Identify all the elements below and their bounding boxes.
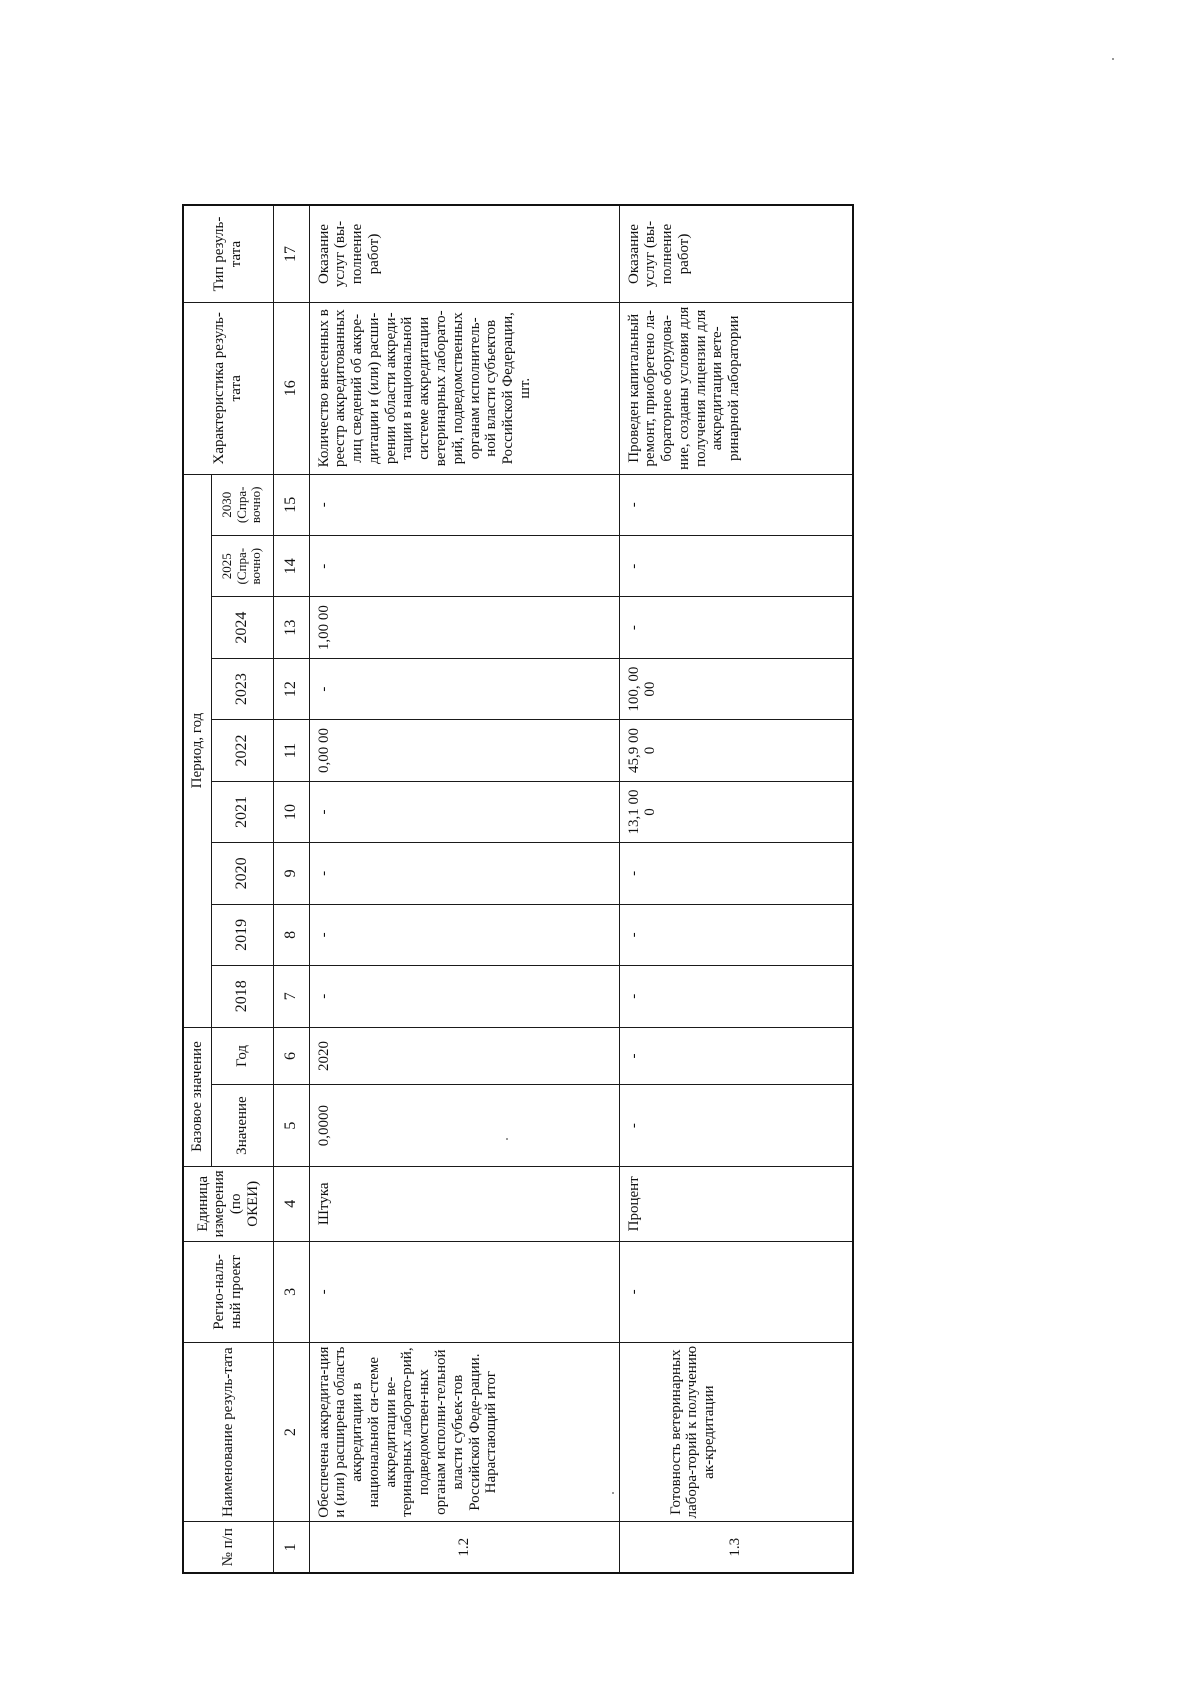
header-year: 2022 — [211, 720, 273, 781]
period-value: - — [309, 843, 619, 904]
column-number: 7 — [273, 966, 309, 1027]
column-number: 10 — [273, 781, 309, 842]
base-value: 0,0000 — [309, 1085, 619, 1166]
period-value: - — [309, 904, 619, 965]
scan-speck — [612, 1492, 614, 1494]
column-number: 1 — [273, 1522, 309, 1573]
header-period-group: Период, год — [183, 474, 211, 1027]
base-value: - — [619, 1085, 853, 1166]
result-name: Обеспечена аккредита-ция и (или) расширена область аккредитации в национальной си-стеме аккредитации ве-теринарных лаборато-рий, подведомствен-ных органам исполни-тельной власти субъек-тов Российской Феде-рации. Нарастающий итог — [309, 1342, 619, 1522]
header-year: 2023 — [211, 658, 273, 719]
header-base-year: Год — [211, 1027, 273, 1085]
header-year: 2018 — [211, 966, 273, 1027]
period-value: - — [619, 474, 853, 535]
column-number: 5 — [273, 1085, 309, 1166]
period-value: - — [309, 966, 619, 1027]
table-row — [619, 205, 853, 1573]
period-value: - — [309, 474, 619, 535]
header-year: 2025 (Спра-вочно) — [211, 536, 273, 597]
header-year: 2019 — [211, 904, 273, 965]
table-row — [309, 205, 619, 1573]
scan-speck — [1112, 58, 1114, 60]
regional-project: - — [309, 1241, 619, 1342]
column-number: 3 — [273, 1241, 309, 1342]
results-table-rotated — [182, 204, 852, 1574]
column-number: 6 — [273, 1027, 309, 1085]
header-year: 2024 — [211, 597, 273, 658]
column-number: 12 — [273, 658, 309, 719]
base-year: - — [619, 1027, 853, 1085]
result-name: Готовность ветеринарных лабора-торий к получению ак-кредитации — [619, 1342, 853, 1522]
period-value: - — [619, 536, 853, 597]
column-number: 2 — [273, 1342, 309, 1522]
header-num: № п/п — [183, 1522, 273, 1573]
period-value: 13,1 00 0 — [619, 781, 853, 842]
period-value: - — [309, 536, 619, 597]
period-value: - — [619, 966, 853, 1027]
regional-project: - — [619, 1241, 853, 1342]
column-number: 16 — [273, 303, 309, 475]
period-value: 45,9 00 0 — [619, 720, 853, 781]
result-type: Оказание услуг (вы-полнение работ) — [619, 205, 853, 303]
base-year: 2020 — [309, 1027, 619, 1085]
column-number: 11 — [273, 720, 309, 781]
result-characteristic: Количество внесенных в реестр аккредитованных лиц сведений об аккре-дитации и (или) расши-рении области аккреди-тации в национальной системе аккредитации ветеринарных лаборато-рий, подведомственных органам исполнитель-ной власти субъектов Российской Федерации, шт. — [309, 303, 619, 475]
result-characteristic: Проведен капитальный ремонт, приобретено ла-бораторное оборудова-ние, созданы условия для получения лицензии для аккредитации вете-ринарной лаборатории — [619, 303, 853, 475]
header-unit: Единица измерения (по ОКЕИ) — [183, 1166, 273, 1241]
period-value: - — [619, 904, 853, 965]
header-year: 2021 — [211, 781, 273, 842]
header-base-value-group: Базовое значение — [183, 1027, 211, 1166]
header-year: 2030 (Спра-вочно) — [211, 474, 273, 535]
row-number: 1.3 — [619, 1522, 853, 1573]
column-number: 13 — [273, 597, 309, 658]
unit: Штука — [309, 1166, 619, 1241]
header-name: Наименование резуль-тата — [183, 1342, 273, 1522]
results-table — [182, 204, 854, 1574]
column-number: 15 — [273, 474, 309, 535]
column-number: 8 — [273, 904, 309, 965]
row-number: 1.2 — [309, 1522, 619, 1573]
scan-speck — [506, 1138, 508, 1140]
period-value: 100, 00 00 — [619, 658, 853, 719]
period-value: - — [309, 658, 619, 719]
period-value: 0,00 00 — [309, 720, 619, 781]
period-value: - — [619, 843, 853, 904]
column-number: 17 — [273, 205, 309, 303]
column-number: 4 — [273, 1166, 309, 1241]
column-number: 9 — [273, 843, 309, 904]
column-number: 14 — [273, 536, 309, 597]
header-characteristic: Характеристика резуль-тата — [183, 303, 273, 475]
unit: Процент — [619, 1166, 853, 1241]
header-year: 2020 — [211, 843, 273, 904]
period-value: 1,00 00 — [309, 597, 619, 658]
period-value: - — [309, 781, 619, 842]
header-type: Тип резуль-тата — [183, 205, 273, 303]
period-value: - — [619, 597, 853, 658]
result-type: Оказание услуг (вы-полнение работ) — [309, 205, 619, 303]
header-project: Регио-наль-ный проект — [183, 1241, 273, 1342]
header-base-value: Значение — [211, 1085, 273, 1166]
